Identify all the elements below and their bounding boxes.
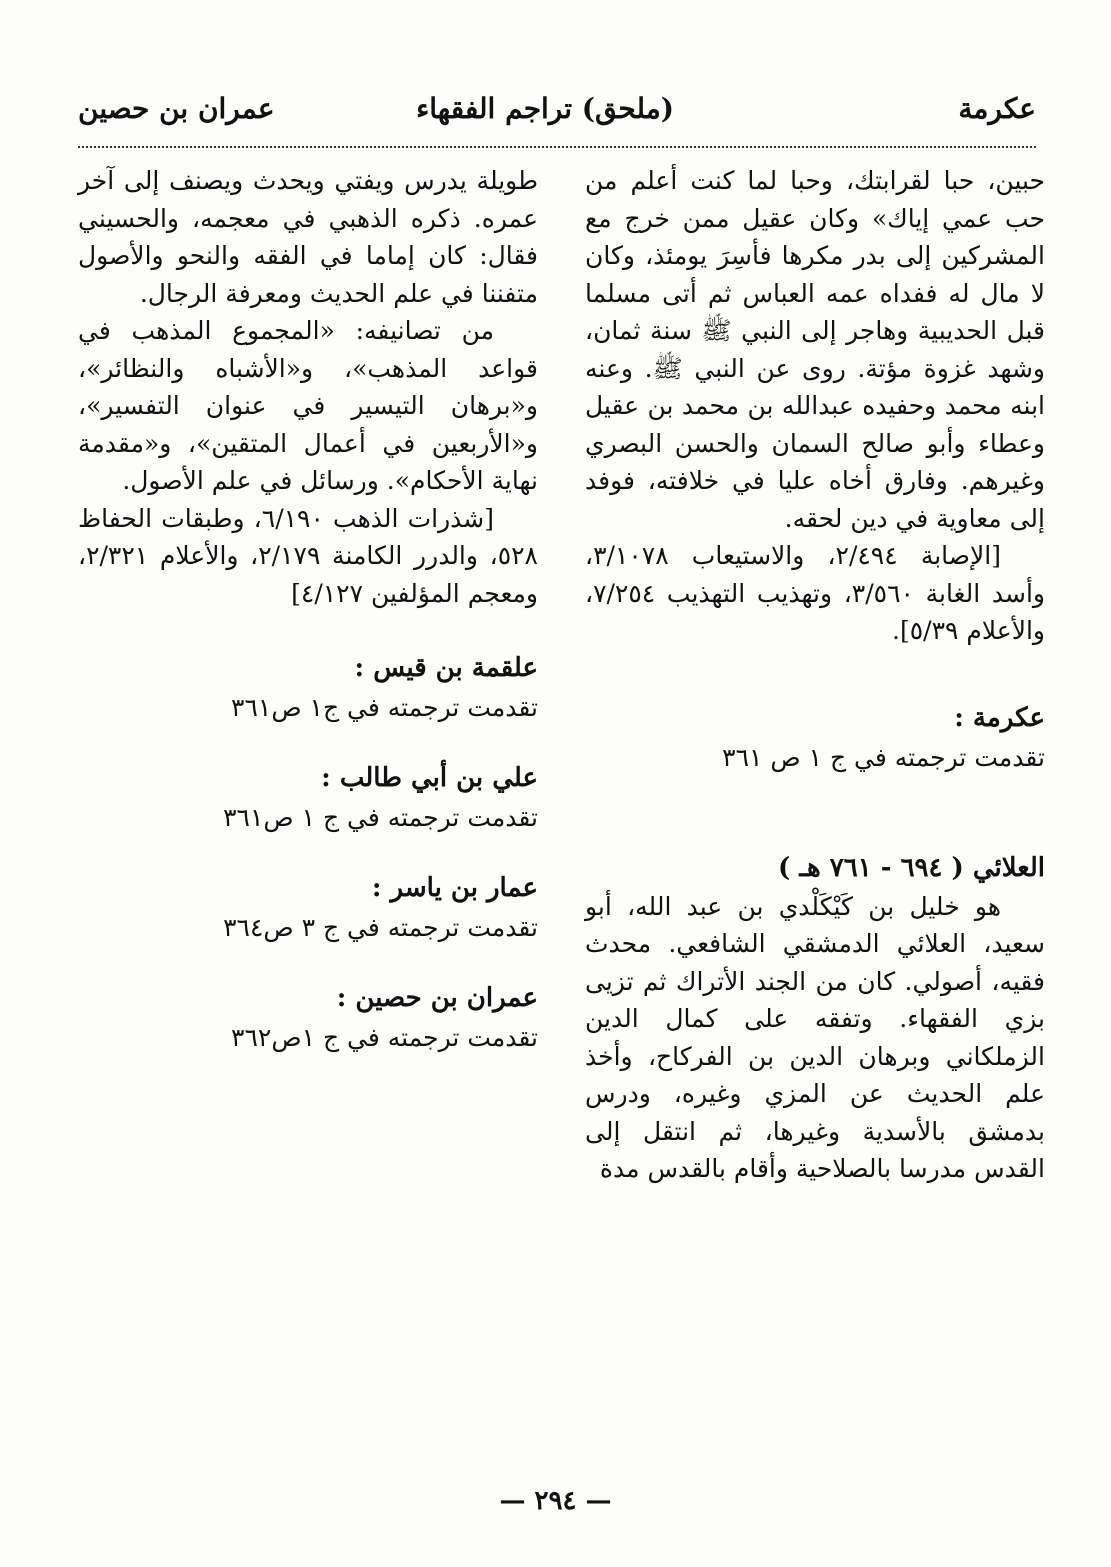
running-header xyxy=(78,92,1036,136)
header-right-title: عكرمة xyxy=(958,92,1036,125)
entry-title-imran: عمران بن حصين : xyxy=(336,983,538,1013)
entry-text-ali: تقدمت ترجمته في ج ١ ص٣٦١ xyxy=(223,803,538,832)
entry-text-alai: هو خليل بن كَيْكَلْدي بن عبد الله، أبو سعيد، العلائي الدمشقي الشافعي. محدث فقيه، أصولي. كان من الجند الأتراك ثم تزيى بزي الفقهاء. وتفقه على كمال الدين الزملكاني وبرهان الدين بن الفركاح، وأخذ علم الحديث عن المزي وغيره، ودرس بدمشق بالأسدية وغيرها، ثم انتقل إلى القدس مدرسا بالصلاحية وأقام بالقدس مدة xyxy=(585,891,1045,1183)
entry-title-alqama: علقمة بن قيس : xyxy=(354,653,538,683)
entry-title-alai: العلائي ( ٦٩٤ - ٧٦١ هـ ) xyxy=(778,852,1045,883)
entry-text-alqama: تقدمت ترجمته في ج١ ص٣٦١ xyxy=(231,693,538,722)
left-works-paragraph: من تصانيفه: «المجموع المذهب في قواعد المذهب»، و«الأشباه والنظائر»، و«برهان التيسير في عنوان التفسير»، و«الأربعين في أعمال المتقين»، و«مقدمة نهاية الأحكام». ورسائل في علم الأصول. xyxy=(78,316,538,495)
header-center-title: (ملحق) تراجم الفقهاء xyxy=(416,92,674,125)
right-column xyxy=(585,162,1045,1188)
header-left-title: عمران بن حصين xyxy=(78,92,275,125)
right-paragraph-continued: حبين، حبا لقرابتك، وحبا لما كنت أعلم من حب عمي إياك» وكان عقيل ممن خرج مع المشركين إلى بدر مكرها فأسِرَ يومئذ، وكان لا مال له ففداه عمه العباس ثم أتى مسلما قبل الحديبية وهاجر إلى النبي ﷺ سنة ثمان، وشهد غزوة مؤتة. روى عن النبي ﷺ. وعنه ابنه محمد وحفيده عبدالله بن محمد بن عقيل وعطاء وأبو صالح السمان والحسن البصري وغيرهم. وفارق أخاه عليا في خلافته، فوفد إلى معاوية في دين لحقه. xyxy=(585,166,1045,533)
left-paragraph-continued: طويلة يدرس ويفتي ويحدث ويصنف إلى آخر عمره. ذكره الذهبي في معجمه، والحسيني فقال: كان إماما في الفقه والنحو والأصول متفننا في علم الحديث ومعرفة الرجال. xyxy=(78,166,538,308)
entry-title-ammar: عمار بن ياسر : xyxy=(371,873,538,903)
entry-text-ikrima: تقدمت ترجمته في ج ١ ص ٣٦١ xyxy=(722,742,1045,772)
entry-text-imran: تقدمت ترجمته في ج ١ص٣٦٢ xyxy=(231,1023,538,1052)
left-references: [شذرات الذهب ٦/١٩٠، وطبقات الحفاظ ٥٢٨، والدرر الكامنة ٢/١٧٩، والأعلام ٢/٣٢١، ومعجم المؤلفين ٤/١٢٧] xyxy=(78,503,538,608)
header-dotted-rule xyxy=(78,146,1036,148)
entry-text-ammar: تقدمت ترجمته في ج ٣ ص٣٦٤ xyxy=(223,913,538,942)
entry-title-ikrima: عكرمة : xyxy=(954,702,1045,733)
left-column xyxy=(78,162,538,1058)
entry-title-ali: علي بن أبي طالب : xyxy=(321,763,538,793)
page-number: — ٢٩٤ — xyxy=(499,1486,612,1516)
right-references: [الإصابة ٢/٤٩٤، والاستيعاب ٣/١٠٧٨، وأسد الغابة ٣/٥٦٠، وتهذيب التهذيب ٧/٢٥٤، والأعلام ٥/٣٩]. xyxy=(585,541,1045,645)
